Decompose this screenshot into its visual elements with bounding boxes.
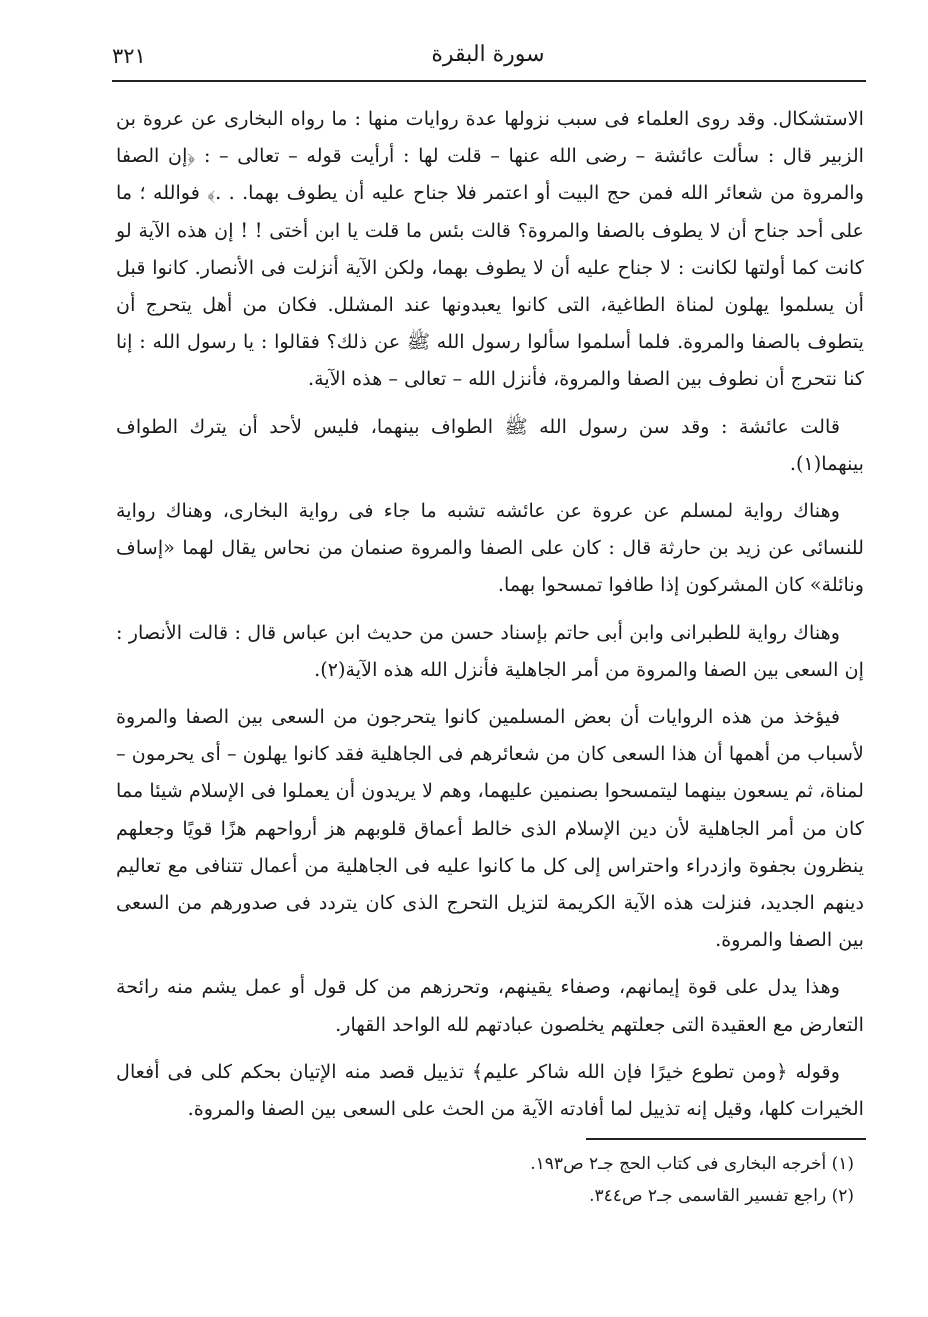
paragraph-5: فيؤخذ من هذه الروايات أن بعض المسلمين كانوا يتحرجون من السعى بين الصفا والمروة لأسباب من أهمها أن هذا السعى كان من شعائرهم فى الجاهلية فقد كانوا يهلون – أى يحرمون – لمناة، ثم يسعون بينهما ليتمسحوا بصنمين عليهما، وهم لا يريدون أن يعملوا فى الإسلام شيئا مما كان من أمر الجاهلية لأن دين الإسلام الذى خالط أعماق قلوبهم هز أرواحهم هزًا قويًا وجعلهم ينظرون بجفوة وازدراء واحتراس إلى كل ما كانوا عليه فى الجاهلية من أعمال تتنافى مع تعاليم دينهم الجديد، فنزلت هذه الآية الكريمة لتزيل التحرج الذى كان يتردد فى صدورهم من السعى بين الصفا والمروة. <box>116 705 864 952</box>
paragraph-4: وهناك رواية للطبرانى وابن أبى حاتم بإسناد حسن من حديث ابن عباس قال : قالت الأنصار : إن السعى بين الصفا والمروة من أمر الجاهلية فأنزل الله هذه الآية(٢). <box>116 620 864 681</box>
paragraph-2: قالت عائشة : وقد سن رسول الله ﷺ الطواف بينهما، فليس لأحد أن يترك الطواف بينهما(١). <box>116 414 864 475</box>
footnote-rule <box>586 1138 866 1140</box>
paragraph-6: وهذا يدل على قوة إيمانهم، وصفاء يقينهم، وتحرزهم من كل قول أو عمل يشم منه رائحة التعارض مع العقيدة التى جعلتهم يخلصون عبادتهم لله الواحد القهار. <box>116 975 864 1036</box>
body-text <box>116 100 864 1137</box>
paragraph-3: وهناك رواية لمسلم عن عروة عن عائشه تشبه ما جاء فى رواية البخارى، وهناك رواية للنسائى عن زيد بن حارثة قال : كان على الصفا والمروة صنمان من نحاس يقال لهما «إساف ونائلة» كان المشركون إذا طافوا تمسحوا بهما. <box>116 499 864 597</box>
header-rule <box>112 80 866 82</box>
paragraph-7: وقوله ﴿ومن تطوع خيرًا فإن الله شاكر عليم﴾ تذييل قصد منه الإتيان بحكم كلى فى أفعال الخيرات كلها، وقيل إنه تذييل لما أفادته الآية من الحث على السعى بين الصفا والمروة. <box>116 1059 864 1121</box>
page-header <box>112 38 864 78</box>
footnote-2: (٢) راجع تفسير القاسمى جـ٢ ص٣٤٤. <box>589 1186 854 1206</box>
footnote-1: (١) أخرجه البخارى فى كتاب الحج جـ٢ ص١٩٣. <box>530 1154 854 1174</box>
page-number: ٣٢١ <box>112 44 146 68</box>
paragraph-1: الاستشكال. وقد روى العلماء فى سبب نزولها عدة روايات منها : ما رواه البخارى عن عروة بن الزبير قال : سألت عائشة – رضى الله عنها – قلت لها : أرأيت قوله – تعالى – : ﴿إن الصفا والمروة من شعائر الله فمن حج البيت أو اعتمر فلا جناح عليه أن يطوف بهما. . .﴾ فوالله ؛ ما على أحد جناح أن لا يطوف بالصفا والمروة؟ قالت بئس ما قلت يا ابن أختى ! ! إن هذه الآية لو كانت كما أولتها لكانت : لا جناح عليه أن لا يطوف بهما، ولكن الآية أنزلت فى الأنصار. كانوا قبل أن يسلموا يهلون لمناة الطاغية، التى كانوا يعبدونها عند المشلل. فكان من أهل يتحرج أن يتطوف بالصفا والمروة. فلما أسلموا سألوا رسول الله ﷺ عن ذلك؟ فقالوا : يا رسول الله : إنا كنا نتحرج أن نطوف بين الصفا والمروة، فأنزل الله – تعالى – هذه الآية. <box>116 107 864 391</box>
running-title: سورة البقرة <box>431 42 545 67</box>
footnotes <box>116 1148 864 1212</box>
